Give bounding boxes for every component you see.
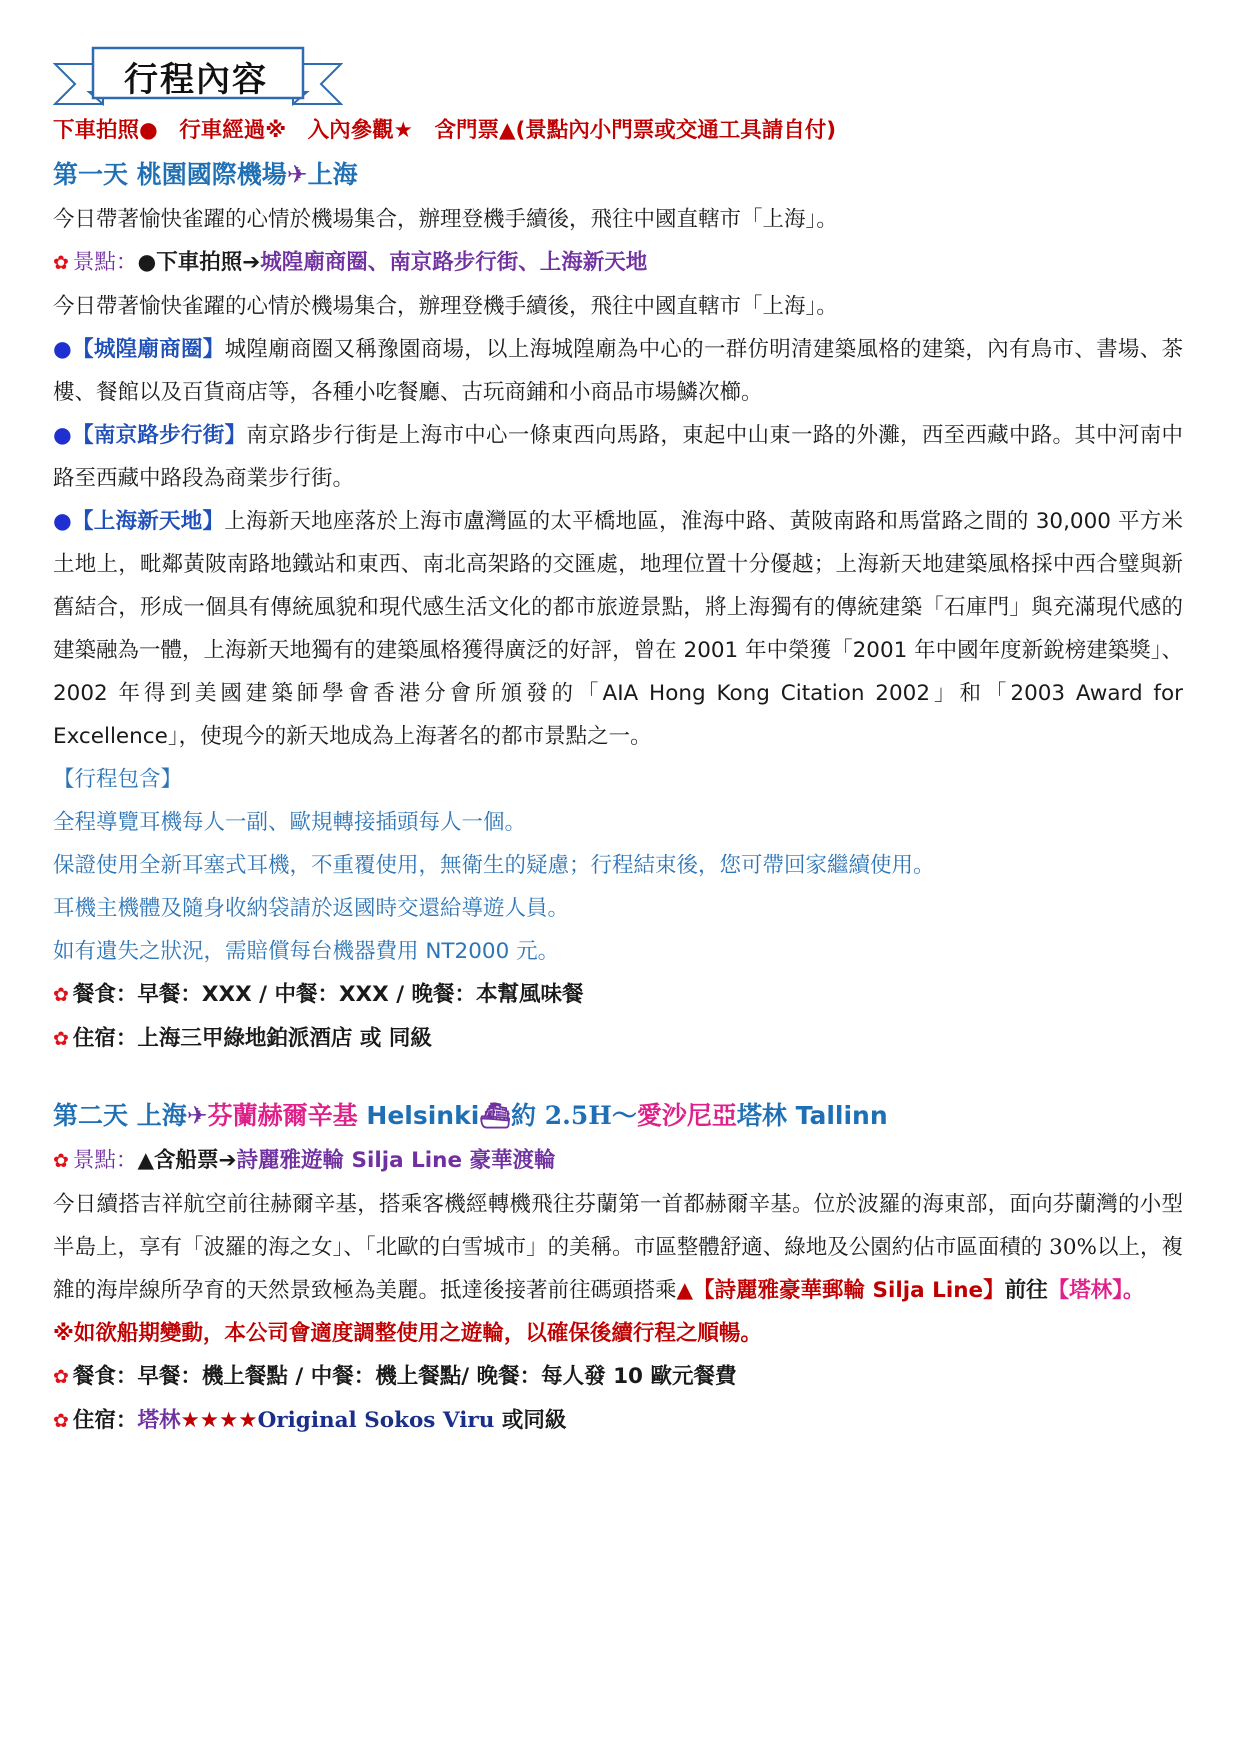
plane-icon: ✈ — [186, 1101, 208, 1130]
day2-meals — [53, 1355, 1183, 1399]
hotel-label: 住宿： — [72, 1408, 138, 1433]
day1-intro: 今日帶著愉快雀躍的心情於機場集合，辦理登機手續後，飛往中國直轄市「上海」。 — [53, 207, 838, 232]
spot-chenghuang — [53, 328, 1183, 414]
ship-icon: ⛴ — [479, 1101, 512, 1130]
bullet-icon: ● — [53, 337, 73, 362]
section-banner — [53, 44, 343, 114]
hotel-city: 塔林 — [137, 1408, 181, 1433]
bullet-icon: ● — [53, 423, 73, 448]
flower-icon: ✿ — [53, 252, 69, 274]
spot-text: 上海新天地座落於上海市盧灣區的太平橋地區，淮海中路、黃陂南路和馬當路之間的 30,000 平方米土地上，毗鄰黃陂南路地鐵站和東西、南北高架路的交匯處，地理位置十分優越；上海新天地建築風格採中西合璧與新舊結合，形成一個具有傳統風貌和現代感生活文化的都市旅遊景點，將上海獨有的傳統建築「石庫門」與充滿現代感的建築融為一體，上海新天地獨有的建築風格獲得廣泛的好評，曾在 2001 年中榮獲「2001 年中國年度新銳榜建築獎」、2002 年得到美國建築師學會香港分會所頒發的「AIA Hong Kong Citation 2002」和「2003 Award for Excellence」，使現今的新天地成為上海著名的都市景點之一。 — [53, 509, 1184, 749]
day2-hotel — [53, 1399, 1183, 1443]
flower-icon: ✿ — [53, 1150, 69, 1172]
spots-marker: ●下車拍照 — [137, 250, 243, 275]
day2-title-tilde: ～ — [611, 1101, 637, 1130]
day2-title-hours: 2.5H — [544, 1101, 612, 1130]
spots-list: 詩麗雅遊輪 Silja Line 豪華渡輪 — [236, 1148, 556, 1173]
flower-icon: ✿ — [53, 984, 69, 1006]
hotel-text: 住宿：上海三甲綠地鉑派酒店 或 同級 — [72, 1026, 432, 1051]
page-title: 行程內容 — [124, 59, 268, 100]
desc-c: 前往 — [1004, 1278, 1048, 1303]
day2-title — [53, 1093, 1183, 1139]
spot-name: 【上海新天地】 — [72, 509, 225, 534]
day2-description — [53, 1183, 1183, 1312]
itinerary-page — [53, 44, 1183, 1443]
spot-text: 城隍廟商圈又稱豫園商場，以上海城隍廟為中心的一群仿明清建築風格的建築，內有鳥市、書場、茶樓、餐館以及百貨商店等，各種小吃餐廳、古玩商鋪和小商品市場鱗次櫛。 — [53, 337, 1183, 405]
include-item: 全程導覽耳機每人一副、歐規轉接插頭每人一個。 — [53, 810, 527, 835]
flower-icon: ✿ — [53, 1028, 69, 1050]
hotel-tail: 或同級 — [494, 1408, 567, 1433]
arrow-icon: ➔ — [242, 250, 261, 275]
include-item: 耳機主機體及隨身收納袋請於返國時交還給導遊人員。 — [53, 896, 570, 921]
spot-nanjing-road — [53, 414, 1183, 500]
day1-title — [53, 152, 1183, 198]
hotel-name: Original Sokos Viru — [257, 1408, 495, 1433]
meals-text: 餐食：早餐：機上餐點 / 中餐：機上餐點/ 晚餐：每人發 10 歐元餐費 — [72, 1364, 737, 1389]
legend: 下車拍照● 行車經過※ 入內參觀★ 含門票▲(景點內小門票或交通工具請自付) — [53, 118, 837, 143]
day1-meals — [53, 973, 1183, 1017]
desc-b: 以上，複雜的海岸線所孕育的天然景致極為美麗。抵達後接著前往碼頭搭乘 — [53, 1235, 1183, 1303]
spots-label: 景點： — [72, 1148, 138, 1173]
include-item: 保證使用全新耳塞式耳機，不重覆使用，無衛生的疑慮；行程結束後，您可帶回家繼續使用。 — [53, 853, 935, 878]
day2-title-en: Helsinki — [357, 1101, 480, 1130]
day2-spots — [53, 1139, 1183, 1183]
day1-hotel — [53, 1017, 1183, 1061]
day1-title-prefix: 第一天 桃園國際機場 — [53, 160, 287, 189]
spots-marker: ▲含船票 — [137, 1148, 219, 1173]
meals-text: 餐食：早餐：XXX / 中餐：XXX / 晚餐：本幫風味餐 — [72, 982, 584, 1007]
desc-pct: 30% — [1049, 1235, 1097, 1260]
day2-title-city3: 塔林 Tallinn — [736, 1101, 888, 1130]
include-title: 【行程包含】 — [53, 767, 183, 792]
day2-title-prefix: 第二天 上海 — [53, 1101, 187, 1130]
plane-icon: ✈ — [286, 160, 308, 189]
spots-label: 景點： — [72, 250, 138, 275]
day2-title-city2: 愛沙尼亞 — [636, 1101, 737, 1130]
desc-ship: ▲【詩麗雅豪華郵輪 Silja Line】 — [676, 1278, 1005, 1303]
spot-xintiandi — [53, 500, 1183, 758]
day2-notice: ※如欲船期變動，本公司會適度調整使用之遊輪，以確保後續行程之順暢。 — [53, 1321, 762, 1346]
flower-icon: ✿ — [53, 1366, 69, 1388]
spot-name: 【城隍廟商圈】 — [72, 337, 225, 362]
spot-name: 【南京路步行街】 — [72, 423, 247, 448]
desc-city: 【塔林】 — [1047, 1278, 1123, 1303]
bullet-icon: ● — [53, 509, 73, 534]
arrow-icon: ➔ — [218, 1148, 237, 1173]
spots-list: 城隍廟商圈、南京路步行街、上海新天地 — [260, 250, 648, 275]
day2-title-about: 約 — [511, 1101, 545, 1130]
spot-text: 南京路步行街是上海市中心一條東西向馬路，東起中山東一路的外灘，西至西藏中路。其中河南中路至西藏中路段為商業步行街。 — [53, 423, 1183, 491]
day1-spots — [53, 241, 1183, 285]
include-item: 如有遺失之狀況，需賠償每台機器費用 NT2000 元。 — [53, 939, 560, 964]
day1-title-city: 上海 — [307, 160, 358, 189]
desc-a: 今日續搭吉祥航空前往赫爾辛基，搭乘客機經轉機飛往芬蘭第一首都赫爾辛基。位於波羅的海東部，面向芬蘭灣的小型半島上，享有「波羅的海之女」、「北歐的白雪城市」的美稱。市區整體舒適、綠地及公園約佔市區面積的 — [53, 1192, 1183, 1260]
flower-icon: ✿ — [53, 1410, 69, 1432]
day1-intro-repeat: 今日帶著愉快雀躍的心情於機場集合，辦理登機手續後，飛往中國直轄市「上海」。 — [53, 294, 838, 319]
day2-title-city: 芬蘭赫爾辛基 — [207, 1101, 358, 1130]
desc-end: 。 — [1122, 1278, 1145, 1303]
hotel-stars: ★★★★ — [180, 1408, 258, 1433]
